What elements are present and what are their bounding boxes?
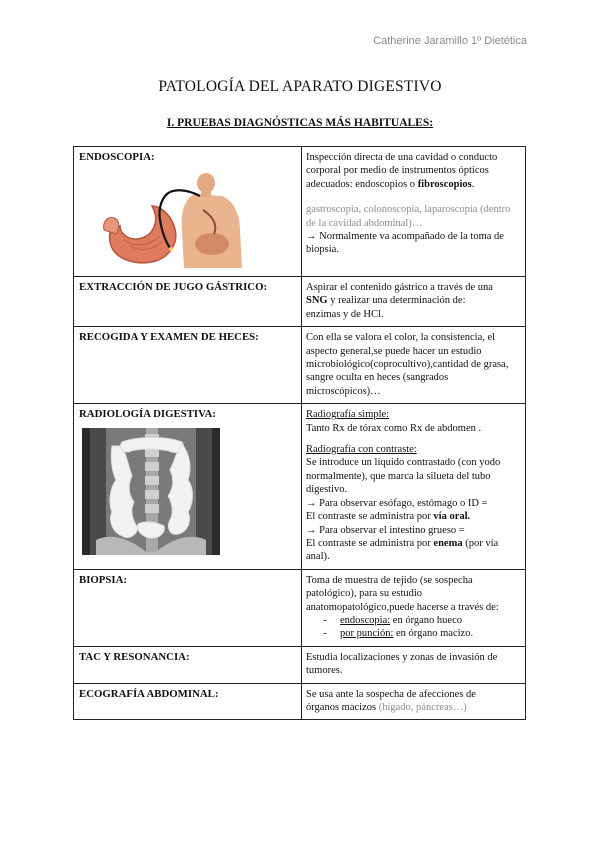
page-title: PATOLOGÍA DEL APARATO DIGESTIVO [158, 78, 442, 95]
test-name: TAC Y RESONANCIA: [79, 650, 190, 663]
description-line: patológico), para su estudio [306, 588, 423, 600]
test-name: ECOGRAFÍA ABDOMINAL: [79, 687, 219, 700]
test-name-cell [74, 569, 302, 646]
table-row [74, 277, 526, 327]
description-line: Tanto Rx de tórax como Rx de abdomen . [306, 422, 482, 434]
keyword: enema [433, 537, 463, 549]
description-line: anatomopatológico,puede hacerse a través de: [306, 601, 499, 613]
test-name: ENDOSCOPIA: [79, 151, 155, 163]
description-line: Toma de muestra de tejido (se sospecha [306, 574, 473, 586]
description-line: Estudia localizaciones y zonas de invasión de [306, 651, 498, 663]
test-description-cell [302, 646, 526, 683]
description-line: sangre oculta en heces (sangrados [306, 372, 449, 384]
description-line: El contraste se administra por vía oral. [306, 511, 471, 523]
description-line: El contraste se administra por enema (por vía [306, 537, 499, 549]
test-name-cell [74, 404, 302, 569]
digestive-system-illustration [100, 172, 268, 268]
table-row [74, 327, 526, 404]
test-name-cell [74, 683, 302, 720]
keyword: por punción: [340, 628, 394, 640]
description-line: Se usa ante la sospecha de afecciones de [306, 688, 476, 700]
table-row [74, 569, 526, 646]
keyword: endoscopia: [340, 614, 391, 626]
description-line: SNG y realizar una determinación de: [306, 295, 466, 307]
subheading: Radiografía simple: [306, 409, 390, 421]
examples-line: gastroscopia, colonoscopia, laparoscopia (dentro [306, 204, 511, 216]
description-line: microbiológico(coprocultivo),cantidad de grasa, [306, 359, 509, 371]
examples-text: (hígado, páncreas…) [378, 701, 467, 713]
diagnostic-tests-table [73, 146, 526, 720]
section-heading: I. PRUEBAS DIAGNÓSTICAS MÁS HABITUALES: [166, 117, 434, 129]
description-line: tumores. [306, 665, 343, 677]
description-line: Se introduce un líquido contrastado (con yodo [306, 457, 501, 469]
test-description-cell [302, 147, 526, 277]
test-name: RADIOLOGÍA DIGESTIVA: [79, 408, 216, 421]
subheading: Radiografía con contraste: [306, 444, 417, 456]
description-line: → Para observar el intestino grueso = [306, 524, 465, 536]
table-row [74, 404, 526, 569]
test-description-cell [302, 569, 526, 646]
test-description-cell [302, 683, 526, 720]
test-name-cell [74, 277, 302, 327]
keyword: SNG [306, 295, 328, 307]
description-line: → Para observar esófago, estómago o ID = [306, 497, 488, 509]
note-line: biopsia. [306, 244, 339, 256]
test-description-cell [302, 404, 526, 569]
test-name: EXTRACCIÓN DE JUGO GÁSTRICO: [79, 281, 268, 293]
test-description-cell [302, 327, 526, 404]
table-row [74, 683, 526, 720]
list-item: - endoscopia: en órgano hueco [323, 614, 462, 626]
test-name: RECOGIDA Y EXAMEN DE HECES: [79, 331, 259, 344]
description-line: corporal por medio de instrumentos ópticos [306, 165, 489, 177]
test-name-cell [74, 646, 302, 683]
description-line: microscópicos)… [306, 385, 381, 397]
keyword: fibroscopios [417, 178, 472, 190]
abdominal-xray-image [82, 428, 220, 555]
description-line: aspecto general,se puede hacer un estudio [306, 345, 482, 357]
description-line: Con ella se valora el color, la consistencia, el [306, 332, 496, 344]
test-name-cell [74, 147, 302, 277]
table-row [74, 147, 526, 277]
description-line: anal). [306, 551, 330, 563]
description-line: enzimas y de HCl. [306, 308, 384, 320]
description-line: Aspirar el contenido gástrico a través de una [306, 282, 493, 293]
test-name-cell [74, 327, 302, 404]
keyword: vía oral. [433, 511, 471, 523]
description-line: adecuados: endoscopios o fibroscopios. [306, 178, 475, 190]
document-author: Catherine Jaramillo 1º Dietética [373, 35, 527, 47]
description-line: órganos macizos (hígado, páncreas…) [306, 701, 467, 713]
description-line: Inspección directa de una cavidad o conducto [306, 152, 498, 163]
table-row [74, 646, 526, 683]
examples-line: de la cavidad abdominal)… [306, 217, 423, 229]
list-item: - por punción: en órgano macizo. [323, 628, 474, 640]
test-description-cell [302, 277, 526, 327]
description-line: digestivo. [306, 484, 348, 496]
note-line: → Normalmente va acompañado de la toma de [306, 231, 504, 243]
test-name: BIOPSIA: [79, 573, 127, 586]
description-line: normalmente), que marca la silueta del tubo [306, 470, 491, 482]
